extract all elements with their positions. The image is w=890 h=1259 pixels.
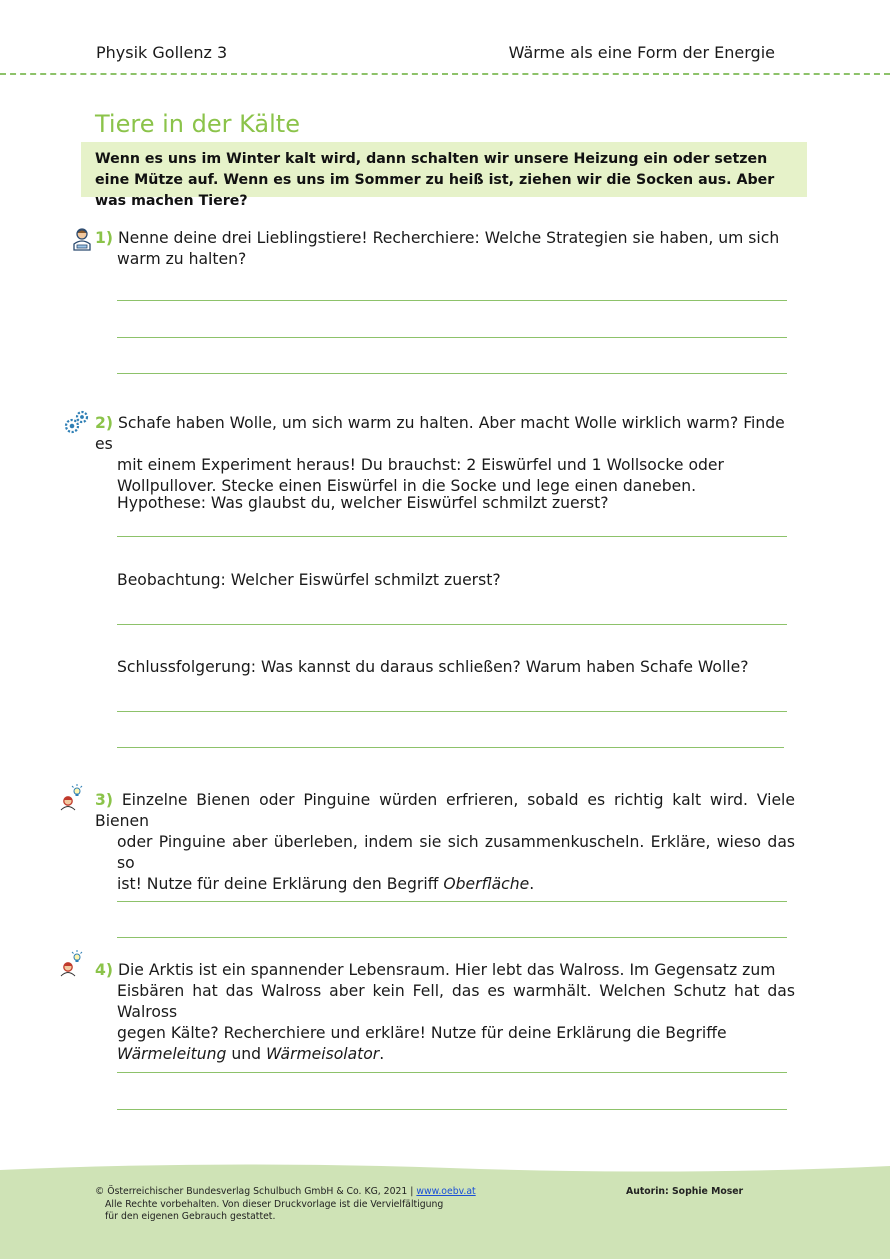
task-4-text-line4-mid: und <box>226 1045 266 1063</box>
answer-line[interactable] <box>117 711 787 712</box>
conclusion-prompt: Schlussfolgerung: Was kannst du daraus schließen? Warum haben Schafe Wolle? <box>117 658 749 676</box>
observation-prompt: Beobachtung: Welcher Eiswürfel schmilzt zuerst? <box>117 571 501 589</box>
answer-line[interactable] <box>117 1109 787 1110</box>
task-3-text-line2: oder Pinguine aber überleben, indem sie sich zusammenkuscheln. Erkläre, wieso das so <box>117 833 795 872</box>
answer-line[interactable] <box>117 747 784 748</box>
task-4-number: 4) <box>95 961 113 979</box>
answer-line[interactable] <box>117 337 787 338</box>
task-4-text-line3: gegen Kälte? Recherchiere und erkläre! Nutze für deine Erklärung die Begriffe <box>117 1024 727 1042</box>
task-4-term-waermeisolator: Wärmeisolator <box>265 1045 380 1063</box>
answer-line[interactable] <box>117 1072 787 1073</box>
task-4-text-line2: Eisbären hat das Walross aber kein Fell, das es warmhält. Welchen Schutz hat das Walross <box>117 982 795 1021</box>
header-left: Physik Gollenz 3 <box>96 43 228 62</box>
footer-copyright <box>95 1186 476 1224</box>
task-3-text-line1: Einzelne Bienen oder Pinguine würden erfrieren, sobald es richtig kalt wird. Viele Bienen <box>95 791 795 830</box>
task-1-text-line2: warm zu halten? <box>117 250 247 268</box>
task-4-text-line1: Die Arktis ist ein spannender Lebensraum. Hier lebt das Walross. Im Gegensatz zum <box>117 961 776 979</box>
answer-line[interactable] <box>117 300 787 301</box>
footer-copyright-text: © Österreichischer Bundesverlag Schulbuch GmbH & Co. KG, 2021 | <box>95 1186 417 1197</box>
task-4-text-line4-end: . <box>379 1045 385 1063</box>
answer-line[interactable] <box>117 901 787 902</box>
task-2-number: 2) <box>95 414 113 432</box>
footer-rights-line2: für den eigenen Gebrauch gestattet. <box>105 1211 276 1222</box>
idea-person-icon <box>60 783 86 811</box>
idea-person-icon <box>60 949 86 977</box>
task-2-text-line3: Wollpullover. Stecke einen Eiswürfel in die Socke und lege einen daneben. <box>117 477 697 495</box>
footer-link[interactable]: www.oebv.at <box>416 1186 476 1197</box>
task-3-text-line3-a: ist! Nutze für deine Erklärung den Begriff <box>117 875 444 893</box>
answer-line[interactable] <box>117 624 787 625</box>
task-1 <box>95 228 795 270</box>
footer-author: Autorin: Sophie Moser <box>626 1186 744 1197</box>
task-4-text-line4 <box>95 1044 795 1065</box>
answer-line[interactable] <box>117 373 787 374</box>
task-2-text-line2: mit einem Experiment heraus! Du brauchst: 2 Eiswürfel und 1 Wollsocke oder <box>117 456 724 474</box>
person-icon <box>72 227 92 251</box>
gears-icon <box>63 409 89 435</box>
page-title: Tiere in der Kälte <box>95 110 300 138</box>
task-3-term-oberflaeche: Oberfläche <box>443 875 530 893</box>
header-divider <box>0 73 890 75</box>
task-4 <box>95 960 795 1065</box>
task-1-number: 1) <box>95 229 113 247</box>
hypothesis-prompt: Hypothese: Was glaubst du, welcher Eiswürfel schmilzt zuerst? <box>117 494 609 512</box>
intro-box: Wenn es uns im Winter kalt wird, dann schalten wir unsere Heizung ein oder setzen eine Mütze auf. Wenn es uns im Sommer zu heiß ist, ziehen wir die Socken aus. Aber was machen Tiere? <box>81 142 807 197</box>
task-3-text-line3-b: . <box>529 875 535 893</box>
task-2 <box>95 413 795 497</box>
task-3 <box>95 790 795 895</box>
task-1-text-line1: Nenne deine drei Lieblingstiere! Recherchiere: Welche Strategien sie haben, um sich <box>117 229 780 247</box>
task-3-text-line3 <box>95 874 795 895</box>
task-2-text-line1: Schafe haben Wolle, um sich warm zu halten. Aber macht Wolle wirklich warm? Finde es <box>95 414 785 453</box>
task-4-term-waermeleitung: Wärmeleitung <box>117 1045 227 1063</box>
header-right: Wärme als eine Form der Energie <box>508 43 775 62</box>
answer-line[interactable] <box>117 536 787 537</box>
footer-rights-line1: Alle Rechte vorbehalten. Von dieser Druckvorlage ist die Vervielfältigung <box>105 1198 444 1210</box>
answer-line[interactable] <box>117 937 787 938</box>
task-3-number: 3) <box>95 791 113 809</box>
